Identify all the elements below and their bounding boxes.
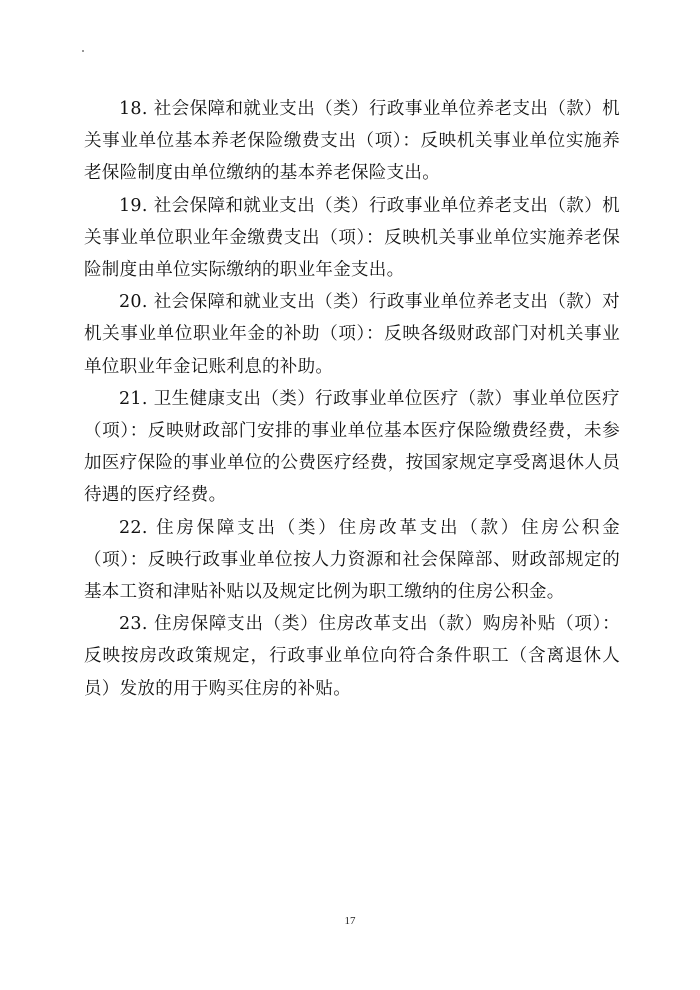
- document-body: [84, 93, 620, 705]
- paragraph-item-21: 21. 卫生健康支出（类）行政事业单位医疗（款）事业单位医疗（项）：反映财政部门安排的事业单位基本医疗保险缴费经费，未参加医疗保险的事业单位的公费医疗经费，按国家规定享受离退休人员待遇的医疗经费。: [84, 388, 620, 506]
- page-number: 17: [344, 915, 356, 927]
- paragraph-item-22: 22. 住房保障支出（类）住房改革支出（款）住房公积金（项）：反映行政事业单位按人力资源和社会保障部、财政部规定的基本工资和津贴补贴以及规定比例为职工缴纳的住房公积金。: [84, 517, 620, 603]
- paragraph-item-19: 19. 社会保障和就业支出（类）行政事业单位养老支出（款）机关事业单位职业年金缴费支出（项）：反映机关事业单位实施养老保险制度由单位实际缴纳的职业年金支出。: [84, 195, 620, 281]
- paragraph-item-23: 23. 住房保障支出（类）住房改革支出（款）购房补贴（项）：反映按房改政策规定，行政事业单位向符合条件职工（含离退休人员）发放的用于购买住房的补贴。: [84, 614, 620, 699]
- scan-mark: [82, 50, 84, 52]
- paragraph-item-20: 20. 社会保障和就业支出（类）行政事业单位养老支出（款）对机关事业单位职业年金的补助（项）：反映各级财政部门对机关事业单位职业年金记账利息的补助。: [84, 292, 620, 377]
- paragraph-item-18: 18. 社会保障和就业支出（类）行政事业单位养老支出（款）机关事业单位基本养老保险缴费支出（项）：反映机关事业单位实施养老保险制度由单位缴纳的基本养老保险支出。: [84, 99, 620, 184]
